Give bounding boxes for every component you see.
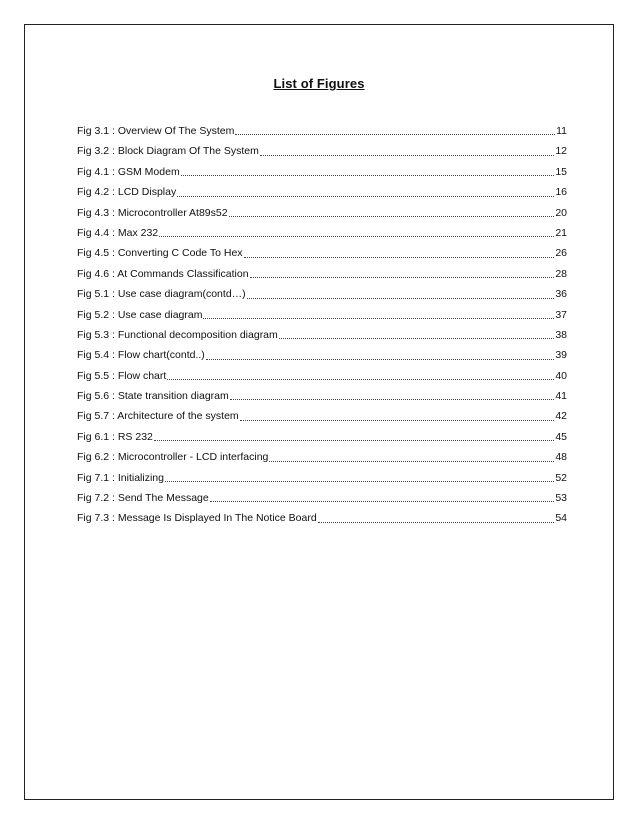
figure-label: Fig 4.6 : At Commands Classification (77, 267, 249, 280)
figure-label: Fig 4.1 : GSM Modem (77, 165, 180, 178)
figure-list (77, 121, 567, 529)
list-item (77, 243, 567, 263)
list-item (77, 468, 567, 488)
list-item (77, 488, 567, 508)
figure-label: Fig 6.2 : Microcontroller - LCD interfacing (77, 451, 269, 464)
dot-leader (210, 501, 555, 502)
figure-label: Fig 7.1 : Initializing (77, 471, 164, 484)
list-item (77, 427, 567, 447)
figure-label: Fig 5.3 : Functional decomposition diagram (77, 328, 278, 341)
figure-label: Fig 6.1 : RS 232 (77, 430, 153, 443)
list-item (77, 305, 567, 325)
dot-leader (154, 440, 554, 441)
figure-label: Fig 4.2 : LCD Display (77, 186, 177, 199)
dot-leader (279, 338, 555, 339)
dot-leader (250, 277, 555, 278)
dot-leader (159, 236, 554, 237)
figure-label: Fig 4.3 : Microcontroller At89s52 (77, 206, 228, 219)
figure-label: Fig 5.7 : Architecture of the system (77, 410, 239, 423)
page-number: 26 (555, 247, 567, 260)
page-number: 38 (555, 328, 567, 341)
page-number: 12 (555, 145, 567, 158)
list-item (77, 386, 567, 406)
list-item (77, 141, 567, 161)
dot-leader (165, 481, 554, 482)
dot-leader (230, 399, 555, 400)
dot-leader (247, 298, 555, 299)
page-number: 36 (555, 288, 567, 301)
page-number: 11 (556, 125, 567, 137)
dot-leader (206, 359, 555, 360)
list-item (77, 447, 567, 467)
list-item (77, 223, 567, 243)
figure-label: Fig 3.1 : Overview Of The System (77, 125, 235, 137)
dot-leader (244, 257, 555, 258)
figure-label: Fig 7.2 : Send The Message (77, 492, 209, 505)
list-item (77, 508, 567, 528)
figure-label: Fig 5.4 : Flow chart(contd..) (77, 349, 205, 362)
page-number: 40 (555, 369, 567, 382)
page-number: 20 (555, 206, 567, 219)
dot-leader (240, 420, 555, 421)
page-number: 21 (555, 226, 567, 239)
figure-label: Fig 5.1 : Use case diagram(contd…) (77, 288, 246, 301)
list-item (77, 182, 567, 202)
page-number: 48 (555, 451, 567, 464)
page-number: 39 (555, 349, 567, 362)
dot-leader (235, 134, 555, 135)
dot-leader (177, 196, 554, 197)
figure-label: Fig 4.5 : Converting C Code To Hex (77, 247, 243, 260)
figure-label: Fig 4.4 : Max 232 (77, 226, 159, 239)
page-number: 42 (555, 410, 567, 423)
list-item (77, 121, 567, 141)
dot-leader (269, 461, 554, 462)
list-item (77, 345, 567, 365)
dot-leader (167, 379, 554, 380)
dot-leader (181, 175, 555, 176)
figure-label: Fig 5.5 : Flow chart (77, 369, 167, 382)
dot-leader (203, 318, 554, 319)
list-item (77, 203, 567, 223)
list-item (77, 406, 567, 426)
page-number: 28 (555, 267, 567, 280)
list-item (77, 162, 567, 182)
page-number: 37 (555, 308, 567, 321)
page-number: 16 (555, 186, 567, 199)
page-title: List of Figures (273, 76, 365, 91)
figure-label: Fig 7.3 : Message Is Displayed In The Notice Board (77, 512, 317, 525)
dot-leader (318, 522, 555, 523)
page-number: 52 (555, 471, 567, 484)
list-item (77, 264, 567, 284)
dot-leader (260, 155, 554, 156)
page-number: 45 (555, 430, 567, 443)
page-number: 15 (555, 165, 567, 178)
page-number: 54 (555, 512, 567, 525)
page-number: 53 (555, 492, 567, 505)
list-item (77, 366, 567, 386)
page-number: 41 (555, 390, 567, 403)
dot-leader (229, 216, 555, 217)
list-item (77, 325, 567, 345)
figure-label: Fig 3.2 : Block Diagram Of The System (77, 145, 259, 158)
figure-label: Fig 5.6 : State transition diagram (77, 390, 229, 403)
figure-label: Fig 5.2 : Use case diagram (77, 308, 203, 321)
list-item (77, 284, 567, 304)
